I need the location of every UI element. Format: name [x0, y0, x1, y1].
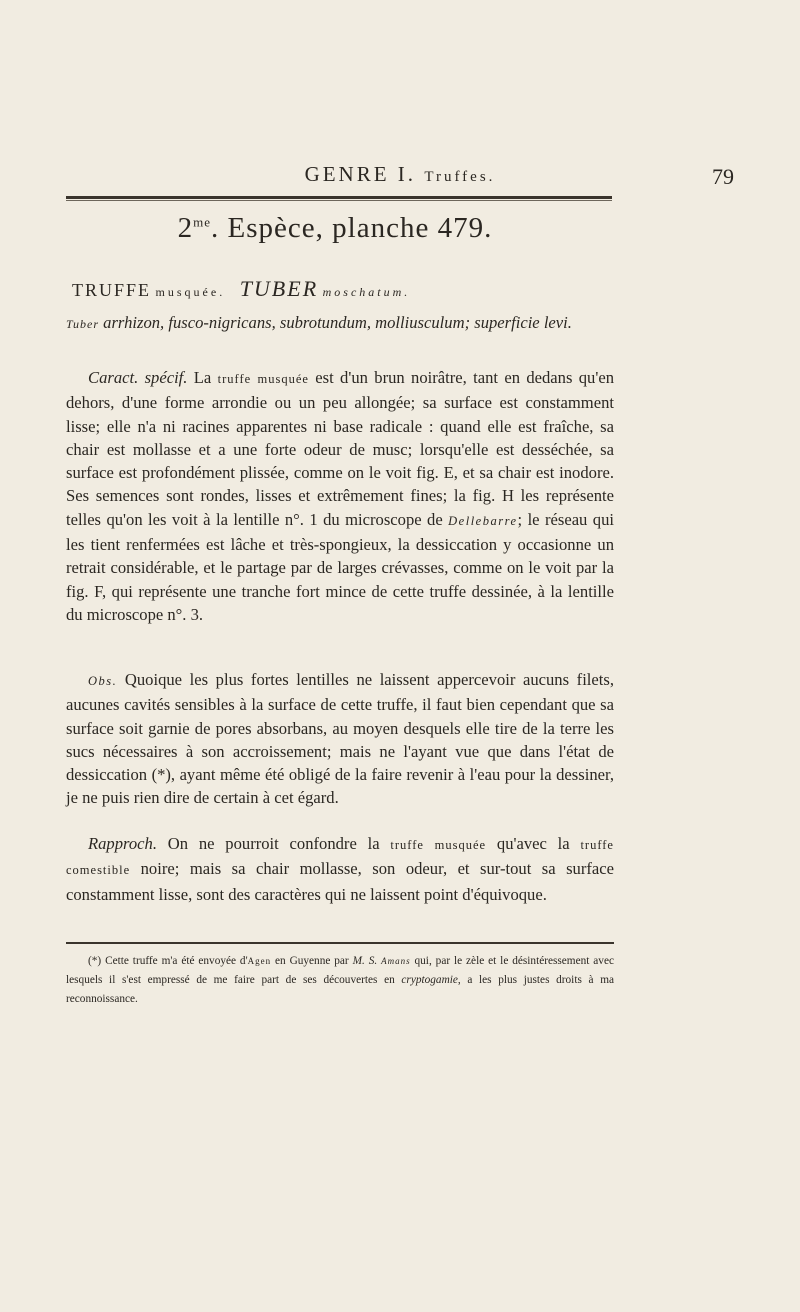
- section-label: Truffes.: [424, 169, 496, 185]
- french-qualifier: musquée.: [155, 285, 226, 299]
- paragraph-lead: Obs.: [88, 674, 118, 688]
- header-rule-thin: [66, 200, 612, 201]
- latin-genus: TUBER: [239, 276, 319, 301]
- paragraph-comparison: Rapproch. On ne pourroit confondre la truffe musquée qu'avec la truffe comestible noire; mais sa chair mollasse, son odeur, et sur-tout sa surface constamment lisse, sont des caractères qui ne laissent point d'équivoque.: [66, 834, 614, 904]
- species-heading: $2^{me}$. Espèce, planche 479.: [177, 212, 493, 244]
- footnote-rule: [66, 942, 614, 944]
- paragraph-observations: Obs. Quoique les plus fortes lentilles ne laissent appercevoir aucuns filets, aucunes cavités sensibles à la surface de cette truffe, il faut bien cependant que sa surface soit garnie de pores absorbans, au moyen desquels elle tire de la terre les sucs nécessaires à son accroissement; mais ne l'ayant vue que dans l'état de dessiccation (*), ayant même été obligé de la faire revenir à l'eau pour la dessiner, je ne puis rien dire de certain à cet égard.: [66, 670, 614, 808]
- synonymy: Tuber arrhizon, fusco-nigricans, subrotundum, molliusculum; superficie levi.: [66, 313, 572, 332]
- paragraph-lead: Rapproch.: [88, 834, 157, 853]
- paragraph-lead: Caract. spécif.: [88, 368, 188, 387]
- footnote: (*) Cette truffe m'a été envoyée d'Agen en Guyenne par M. S. Amans qui, par le zèle et le désintéressement avec lesquels il s'est empressé de me faire part de ses découvertes en cryptogamie, a les plus justes droits à ma reconnoissance.: [66, 955, 614, 1005]
- latin-species: moschatum.: [322, 285, 411, 299]
- genre-label: GENRE I.: [304, 162, 417, 186]
- page-number: 79: [712, 164, 734, 189]
- header-rule: [66, 196, 612, 199]
- author-name: Dellebarre: [448, 513, 518, 528]
- paragraph-characters: Caract. spécif. La truffe musquée est d'un brun noirâtre, tant en dedans qu'en dehors, d'une forme arrondie ou un peu allongée; sa surface est constamment lisse; elle n'a ni racines apparentes ni base radicale : quand elle est fraîche, sa chair est mollasse et a une forte odeur de musc; lorsqu'elle est desséchée, sa surface est profondément plissée, comme on le voit fig. E, et sa chair est inodore. Ses semences sont rondes, lisses et extrêmement fines; la fig. H les représente telles qu'on les voit à la lentille n°. 1 du microscope de Dellebarre; le réseau qui les tient renfermées est lâche et très-spongieux, la dessiccation y occasionne un retrait considérable, et le partage par de larges crévasses, comme on le voit par la fig. F, qui représente une tranche fort mince de cette truffe dessinée, à la lentille du microscope n°. 3.: [66, 368, 615, 624]
- species-title: [72, 276, 612, 302]
- french-name: TRUFFE: [72, 280, 152, 300]
- running-head: [200, 162, 600, 187]
